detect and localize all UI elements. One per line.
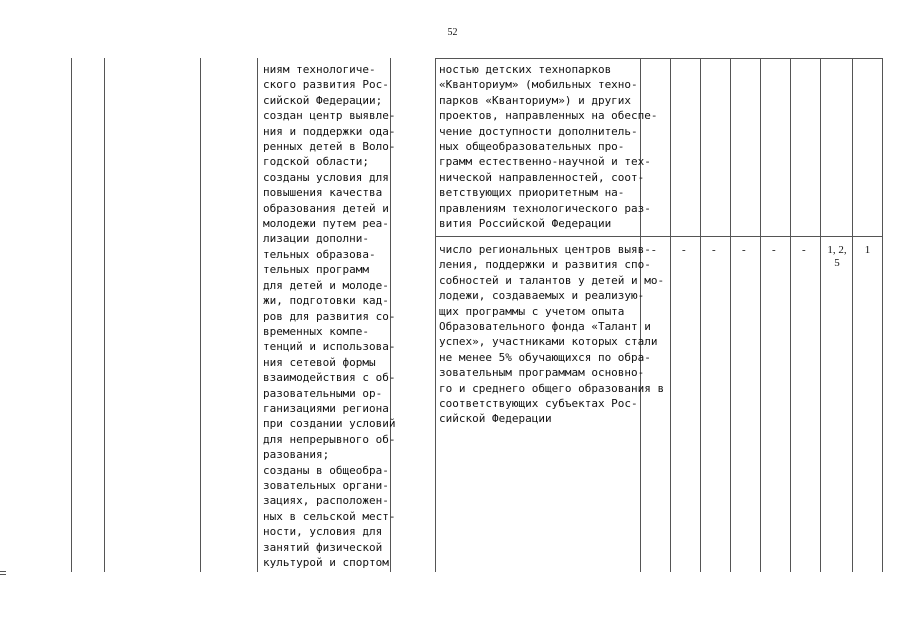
left-table-border [71, 58, 72, 572]
value-cell: - [772, 244, 776, 256]
value-cell: - [712, 244, 716, 256]
value-cell: - [652, 244, 656, 256]
reference-cell: 1, 2, 5 [827, 244, 847, 269]
left-column-text: ниям технологиче- ского развития Рос- сийской Федерации; создан центр выявле- ния и поддержки ода- ренных детей в Воло- годской области; созданы условия для повышения качества образования детей и молодежи путем реа- лизации дополни- тельных образова- тельных программ для детей и молоде- жи, подготовки кад- ров для развития со- временных компе- тенций и использова- ния сетевой формы взаимодействия с об- разовательными ор- ганизациями региона при создании условий для непрерывного об- разования; созданы в общеобра- зовательных органи- зациях, расположен- ных в сельской мест- ности, условия для занятий физической культурой и спортом [263, 63, 396, 569]
left-table-border [104, 58, 105, 572]
right-table-border [790, 58, 791, 572]
value-cell: - [742, 244, 746, 256]
margin-mark [0, 574, 6, 575]
last-value-cell: 1 [864, 244, 871, 256]
right-table-row-divider [435, 236, 883, 237]
right-table-top-border [435, 58, 883, 59]
right-table-border [882, 58, 883, 572]
indicator-text-row-1: ностью детских технопарков «Кванториум» (мобильных техно- парков «Кванториум») и других проектов, направленных на обеспе- чение доступности дополнитель- ных общеобразовательных про- грамм естественно-научной и тех- нической направленностей, соот- ветствующих приоритетным на- правлениям технологического раз- вития Российской Федерации [439, 63, 658, 231]
right-table-border [820, 58, 821, 572]
right-table-border [670, 58, 671, 572]
value-cell: - [802, 244, 806, 256]
margin-mark [0, 571, 6, 572]
right-table-border [760, 58, 761, 572]
value-cell: - [682, 244, 686, 256]
right-table-border [730, 58, 731, 572]
right-table-border [435, 58, 436, 572]
left-table-border [200, 58, 201, 572]
right-table-border [852, 58, 853, 572]
left-table-border [257, 58, 258, 572]
page-number: 52 [447, 27, 458, 38]
indicator-text-row-2: число региональных центров выяв- ления, поддержки и развития спо- собностей и талантов у детей и мо- лодежи, создаваемых и реализую- щих программы с учетом опыта Образовательного фонда «Талант и успех», участниками которых стали не менее 5% обучающихся по обра- зовательным программам основно- го и среднего общего образования в соответствующих субъектах Рос- сийской Федерации [439, 243, 665, 426]
right-table-border [700, 58, 701, 572]
